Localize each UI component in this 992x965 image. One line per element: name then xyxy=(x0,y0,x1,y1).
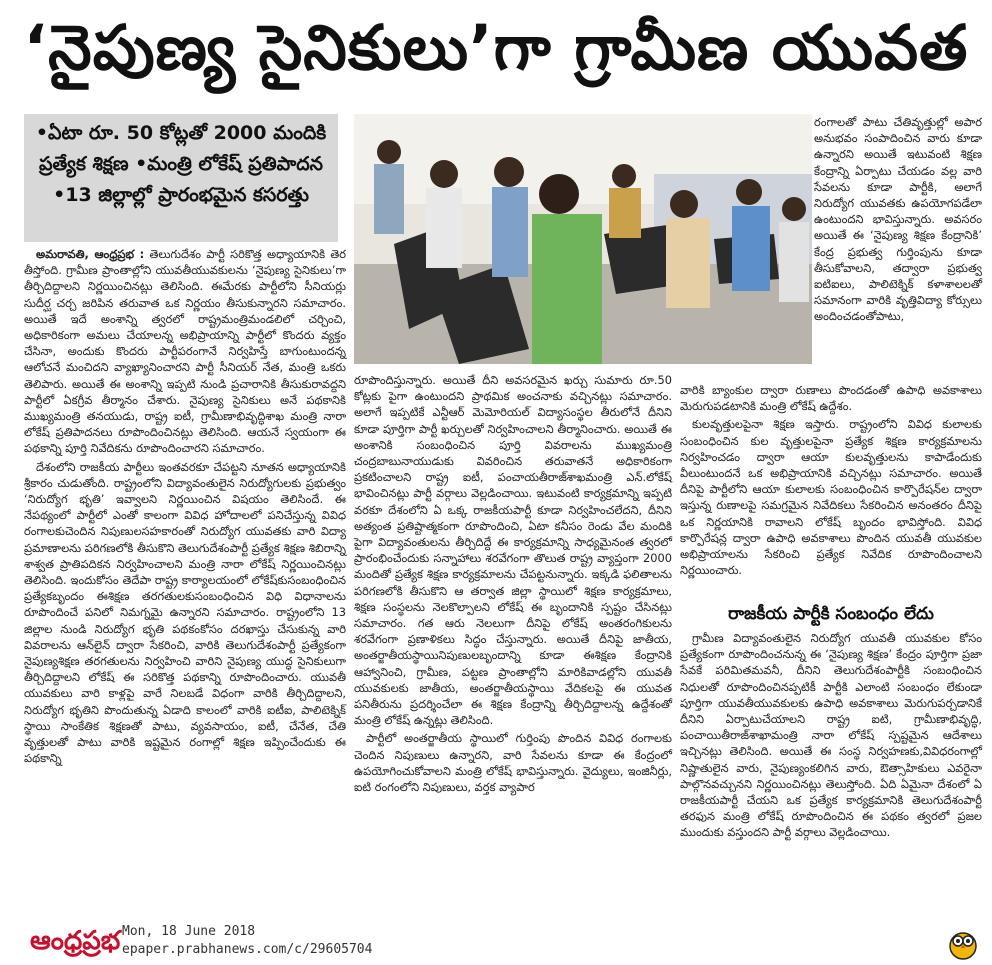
article-paragraph: రంగాలతో పాటు చేతివృత్తుల్లో అపార అనుభవం సంపాదించిన వారు కూడా ఉన్నారని అయితే ఇటువంటి శిక్షణ కేంద్రాన్ని ఏర్పాటు చేయడం వల్ల వారి సేవలను కూడా పార్టీకి, అలాగే నిరుద్యోగ యువతకు ఉపయోగపడేలా ఉంటుందని భావిస్తున్నారు. అవసరం అయితే ఈ ‘నైపుణ్య శిక్షణ కేంద్రానికి’ కేంద్ర ప్రభుత్వ గుర్తింపును కూడా తీసుకోవాలని, తద్వారా ప్రభుత్వ ఐటిఐలు, పాలిటెక్నిక్ కళాశాలలతో సమానంగా వారికి వృత్తివిద్యా కోర్సులు అందించడంతోపాటు, xyxy=(814,115,982,324)
owl-icon xyxy=(948,926,978,960)
article-paragraph: వారికి బ్యాంకుల ద్వారా రుణాలు పొందడంతో ఉపాధి అవకాశాలు మెరుగుపడటానికి మంత్రి లోకేష్ ఉద్దేశం. xyxy=(680,383,982,414)
article-paragraph: అమరావతి, ఆంధ్రప్రభ : తెలుగుదేశం పార్టీ సరికొత్త అధ్యాయానికి తెర తీస్తోంది. గ్రామీణ ప్రాంతాల్లోని యువతీయువకులను ‘నైపుణ్య సైనికులు’గా తీర్చిదిద్దాలని నిర్ణయించినట్లు తెలిసింది. ఈమేరకు పార్టీలోని సీనియర్లు సుదీర్ఘ చర్చ జరిపిన తరువాత ఒక నిర్ణయం తీసుకున్నారని సమాచారం. అయితే ఇదే అంశాన్ని త్వరలో రాష్ట్రమంత్రిమండలిలో చర్చించి, అధికారికంగా అమలు చేయాలన్న అభిప్రాయాన్ని పార్టీలో కొందరు వ్యక్తం చేసినా, అందుకు కొందరు పార్టీపరంగానే నిర్వహిస్తే బాగుంటుందన్న ఆలోచనే మంచిదని వ్యాఖ్యానించారని పార్టీ సీనియర్ నేత, మంత్రి ఒకరు తెలిపారు. అయితే ఈ అంశాన్ని ఇప్పటి నుండి ప్రచారానికి తీసుకురావద్దని పార్టీలో ఏకగ్రీవ తీర్మానం చేశారు. నైపుణ్య సైనికులు అనే పథకానికి ముఖ్యమంత్రి తనయుడు, రాష్ట్ర ఐటీ, గ్రామీణాభివృద్ధిశాఖ మంత్రి నారా లోకేష్ ప్రతిపాదనలు రూపొందించినట్లు తెలిసింది. ఆయనే స్వయంగా ఈ పథకాన్ని పూర్తి నివేదికను రూపొందించారని సమాచారం. xyxy=(24,247,346,456)
article-paragraph: పార్టీలో అంతర్జాతీయ స్థాయిలో గుర్తింపు పొందిన వివిధ రంగాలకు చెందిన నిపుణులు ఉన్నారని, వారి సేవలను కూడా ఈ కేంద్రంలో ఉపయోగించుకోవాలని మంత్రి లోకేష్ భావిస్తున్నారు. వైద్యులు, ఇంజినీర్లు, ఐటి రంగంలోని నిపుణులు, వర్తక వ్యాపార xyxy=(354,731,672,795)
article-subheading: రాజకీయ పార్టీకి సంబంధం లేదు xyxy=(728,604,934,624)
article-column-2 xyxy=(354,372,672,797)
article-paragraph: రూపొందిస్తున్నారు. అయితే దీని అవసరమైన ఖర్చు సుమారు రూ.50 కోట్లకు పైగా ఉంటుందని ప్రాథమిక అంచనాకు వచ్చినట్లు సమాచారం. అలాగే ఇప్పటికే ఎన్టీఆర్ మెమోరియల్ విద్యాసంస్థల తీరులోనే దీనిని కూడా పూర్తిగా పార్టీ ఖర్చులతో నిర్వహించాలని తీర్మానించారు. అయితే ఈ అంశానికి సంబంధించిన పూర్తి వివరాలను ముఖ్యమంత్రి చంద్రబాబునాయుడుకు వివరించిన తరువాతనే అధికారికంగా ప్రకటించాలని రాష్ట్ర ఐటీ, పంచాయతీరాజ్‌శాఖమంత్రి ఎన్.లోకేష్ భావించినట్లు పార్టీ వర్గాలు వెల్లడించాయి. ఇటువంటి కార్యక్రమాన్ని ఇప్పటి వరకూ దేశంలోని ఏ ఒక్క రాజకీయపార్టీ కూడా నిర్వహించలేదని, దీనిని అత్యంత ప్రతిష్టాత్మకంగా రూపొందించి, ఏటా కనీసం రెండు వేల మందికి పైగా విద్యావంతులను తీర్చిదిద్దే ఈ కార్యక్రమాన్ని సాధ్యమైనంత త్వరలో ప్రారంభించేందుకు సన్నాహాలు శరవేగంగా తొలుత రాష్ట్ర వ్యాప్తంగా 2000 మందితో ప్రత్యేక శిక్షణ కార్యక్రమాలను చేపట్టనున్నారు. ఇక్కడి ఫలితాలను పరిగణలోకి తీసుకొని ఆ తర్వాత జిల్లా స్థాయిలో శిక్షణ కార్యక్రమాలు, శిక్షణ సంస్థలను నెలకొల్పాలని లోకేష్ ఈ బృందానికి స్పష్టం చేసినట్లు సమాచారం. గత ఆరు నెలలుగా దీనిపై లోకేష్ అంతరంగికులను శరవేగంగా ప్రణాళికలు సిద్ధం చేస్తున్నారు. అయితే దీనిపై జాతీయ, అంతర్జాతీయస్థాయినిపుణులబృందాన్ని కూడా ఈశిక్షణ కేంద్రానికి ఆహ్వానించి, గ్రామీణ, పట్టణ ప్రాంతాల్లోని మారికివాడల్లోని యువతీ యువకులకు జాతీయ, అంతర్జాతీయస్థాయి వేదికలపై ఈ యువత పనితీరును ప్రదర్శించేలా ఈ శిక్షణ కేంద్రాన్ని తీర్చిదిద్దాలన్న ఉద్దేశంతో మంత్రి లోకేష్ ఉన్నట్లు తెలిసింది. xyxy=(354,373,672,728)
dateline: అమరావతి, ఆంధ్రప్రభ : xyxy=(36,247,145,261)
edition-date: Mon, 18 June 2018 xyxy=(122,924,256,939)
classroom-photo xyxy=(354,114,812,364)
article-photo xyxy=(354,114,812,364)
footer xyxy=(0,918,992,965)
article-paragraph: దేశంలోని రాజకీయ పార్టీలు ఇంతవరకూ చేపట్టని నూతన అధ్యాయానికి శ్రీకారం చుడుతోంది. రాష్ట్రంలోని విద్యావంతులైన నిరుద్యోగులకు ప్రభుత్వం ‘నిరుద్యోగ భృతి’ ఇవ్వాలని నిర్ణయించిన విషయం తెలిసిందే. ఈ నేపథ్యంలో పార్టీలో ఎంతో కాలంగా వివిధ హోదాలలో పనిచేస్తున్న వివిధ రంగాలకుచెందిన నిపుణులసహకారంతో నిరుద్యోగ యువతకు వారి విద్యా ప్రమాణాలను పరిగణలోకి తీసుకొని తెలుగుదేశంపార్టీ ప్రత్యేక శిక్షణ శిబిరాన్ని శాశ్వత ప్రాతిపదికన నిర్వహించాలని మంత్రి నారా లోకేష్ నిర్ణయించినట్లు తెలిసింది. ఇందుకోసం తెదేపా రాష్ట్ర కార్యాలయంలో లోకేష్‌కుసంబంధించిన ప్రత్యేకబృందం ఈశిక్షణ తరగతులకుసంబంధించిన విధి విధానాలను రూపొందించే పనిలో నిమగ్నమై ఉన్నారని సమాచారం. రాష్ట్రంలోని 13 జిల్లాల నుండి నిరుద్యోగ భృతి పథకంకోసం దరఖాస్తు చేసుకున్న వారి వివరాలను ఆన్‌లైన్ ద్వారా సేకరించి, వారికి తెలుగుదేశంపార్టీ ప్రత్యేకంగా నైపుణ్యశిక్షణ తరగతులను నిర్వహించి వారిని నైపుణ్య యుద్ధ సైనికులుగా తీర్చిదిద్దాలని లోకేష్ ఈ సరికొత్త పథకాన్ని రూపొందించారు. యువతీ యువకులు వారి కాళ్లపై వారే నిలబడే విధంగా వారికి తీర్చిదిద్దాలని, నిరుద్యోగ భృతిని పొందుతున్న ఏడాది కాలంలో వారికి ఐటీఐ, పాలిటెక్నిక్ స్థాయి సాంకేతిక శిక్షణతో పాటు, వ్యవసాయం, ఐటీ, చేనేత, చేతి వృత్తులతో పాటు వారికి ఇష్టమైన రంగాల్లో శిక్షణ ఇప్పించేందుకు ఈ పథకాన్ని xyxy=(24,459,346,766)
epaper-url[interactable]: epaper.prabhanews.com/c/29605704 xyxy=(122,942,373,957)
newspaper-logo: ఆంధ్రప్రభ xyxy=(30,926,121,956)
article-column-3-top xyxy=(814,114,982,327)
article-paragraph: కులవృత్తులపైనా శిక్షణ ఇస్తారు. రాష్ట్రంలోని వివిధ కులాలకు సంబంధించిన కుల వృత్తులపైనా ప్రత్యేక శిక్షణ కార్యక్రమాలను నిర్వహించడం ద్వారా ఆయా కులవృత్తులను కాపాడేందుకు వీలుంటుందనే ఒక అభిప్రాయానికి వచ్చినట్లు సమాచారం. అయితే దీనిపై పార్టీలోని ఆయా కులాలకు సంబంధించిన కార్పొరేషన్‌ల ద్వారా ఇస్తున్న రుణాలపై సమగ్రమైన నివేదికలు సేకరించిన అనంతరం దీనిపై ఒక నిర్ణయానికి రావాలని లోకేష్ బృందం భావిస్తోంది. వివిధ కార్పొరేషన్ల ద్వారా ఉపాధి అవకాశాలు పొందిన యువతీ యువకుల అభిప్రాయాలను సేకరించి ప్రత్యేక నివేదిక రూపొందించాలని నిర్ణయించారు. xyxy=(680,417,982,578)
article-paragraph: గ్రామీణ విద్యావంతులైన నిరుద్యోగ యువతీ యువకుల కోసం ప్రత్యేకంగా రూపొందించనున్న ఈ ‘నైపుణ్య శిక్షణ’ కేంద్రం పూర్తిగా ప్రజా సేవకే పరిమితమవనీ, దీనిని తెలుగుదేశంపార్టీకి సంబంధించిన నిధులతో రూపొందించినప్పటికీ పార్టీకి ఎలాంటి సంబంధం లేకుండా పూర్తిగా యువతీయువకులకు ఉపాధి అవకాశాలు మెరుగుపర్చడానికే దీనిని ఏర్పాటుచేయాలని రాష్ట్ర ఐటి, గ్రామీణాభివృద్ధి, పంచాయితీరాజ్‌శాఖామంత్రి నారా లోకేష్ స్పష్టమైన ఆదేశాలు ఇచ్చినట్లు తెలిసింది. అయితే ఈ సంస్థ నిర్వహణకు,వివిధరంగాల్లో నిష్ణాతులైన వారు, నైపుణ్యంకలిగిన వారు, ఔత్సాహికులు ఎవరైనా పాల్గొనవచ్చునని నిర్ణయించినట్లు తెలుస్తోంది. ఏది ఏమైనా దేశంలో ఏ రాజకీయపార్టీ చేయని ఒక ప్రత్యేక కార్యక్రమానికి తెలుగుదేశంపార్టీ తరఫున మంత్రి లోకేష్ రూపొందించిన ఈ పథకం త్వరలో ప్రజల ముందుకు వస్తుందని పార్టీ వర్గాలు వెల్లడించాయి. xyxy=(680,631,982,840)
article-column-1 xyxy=(24,246,346,769)
subheadline: •ఏటా రూ. 50 కోట్లతో 2000 మందికి ప్రత్యేక శిక్షణ •మంత్రి లోకేష్ ప్రతిపాదన •13 జిల్లాల్లో ప్రారంభమైన కసరత్తు xyxy=(24,114,338,242)
headline: ‘నైపుణ్య సైనికులు’గా గ్రామీణ యువత xyxy=(23,11,969,84)
article-column-3 xyxy=(680,382,982,580)
article-column-3-bottom xyxy=(680,630,982,843)
